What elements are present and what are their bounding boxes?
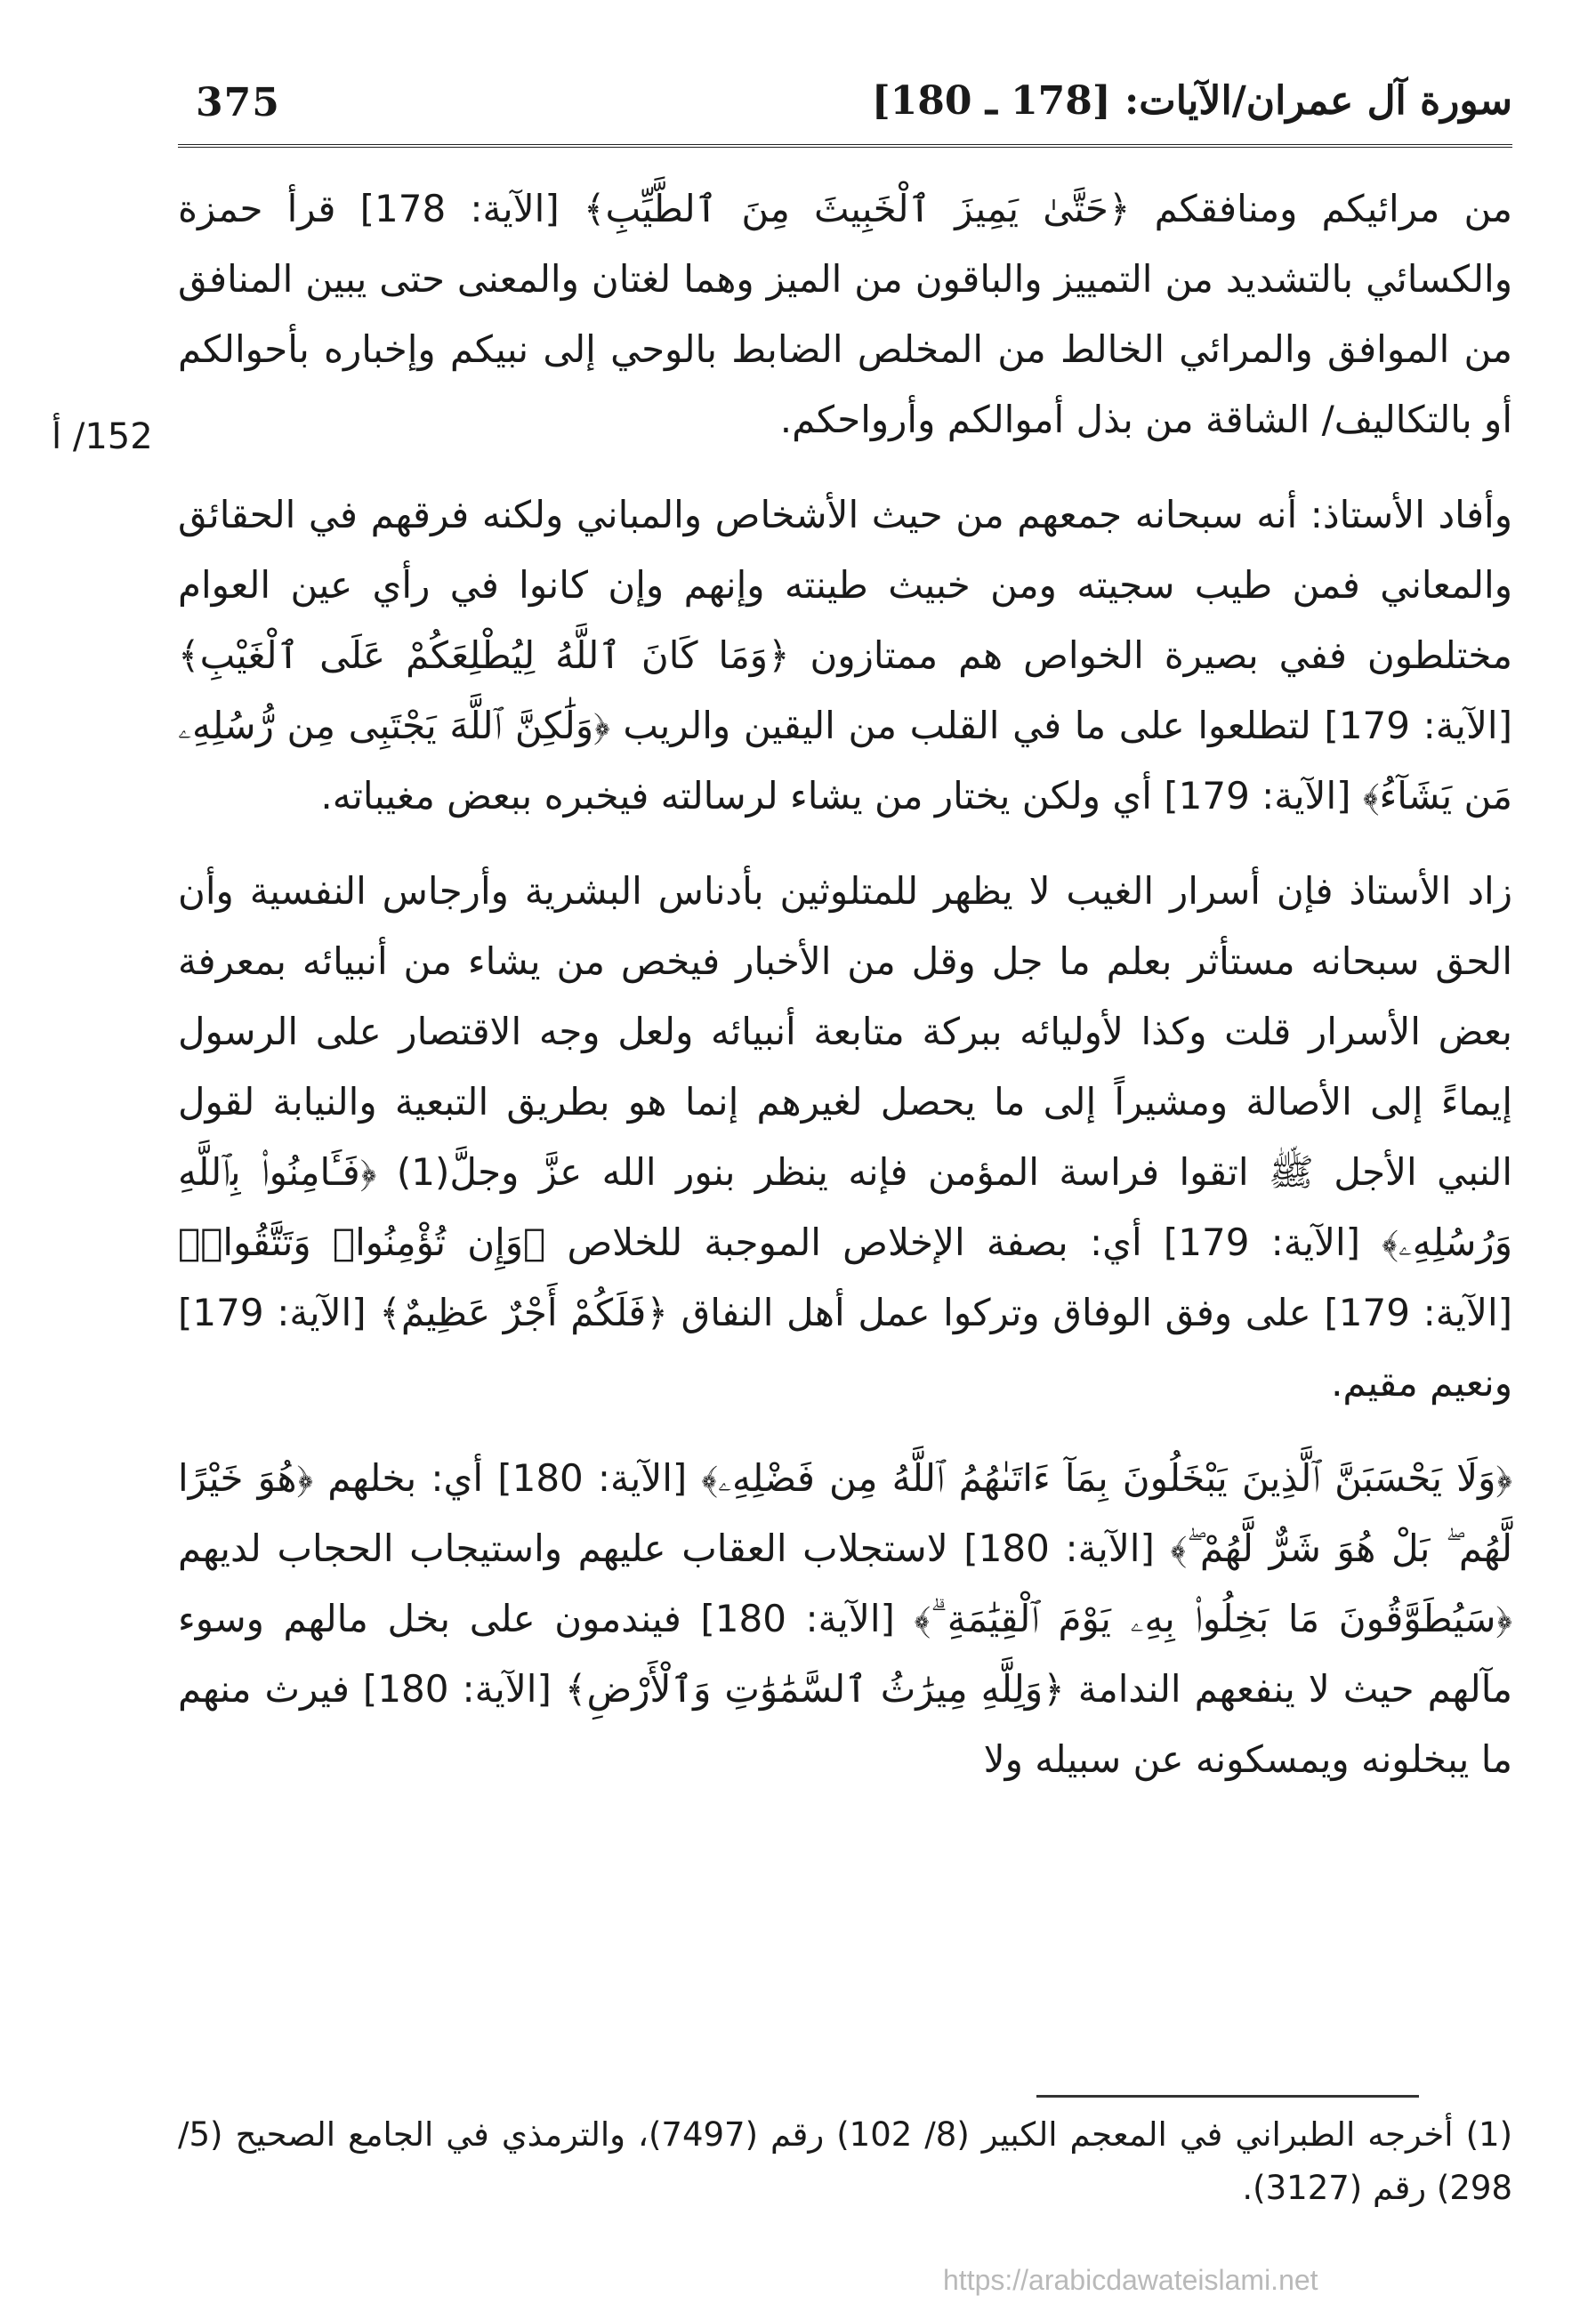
- main-text: [178, 173, 1512, 1794]
- paragraph: ﴿وَلَا يَحْسَبَنَّ ٱلَّذِينَ يَبْخَلُونَ بِمَآ ءَاتَىٰهُمُ ٱللَّهُ مِن فَضْلِهِۦ﴾ [الآية: 180] أي: بخلهم ﴿هُوَ خَيْرًا لَّهُم ۖ بَلْ هُوَ شَرٌّ لَّهُمْ ۖ﴾ [الآية: 180] لاستجلاب العقاب عليهم واستيجاب الحجاب لديهم ﴿سَيُطَوَّقُونَ مَا بَخِلُوا۟ بِهِۦ يَوْمَ ٱلْقِيَٰمَةِ ۗ﴾ [الآية: 180] فيندمون على بخل مالهم وسوء مآلهم حيث لا ينفعهم الندامة ﴿وَلِلَّهِ مِيرَٰثُ ٱلسَّمَٰوَٰتِ وَٱلْأَرْضِ﴾ [الآية: 180] فيرث منهم ما يبخلونه ويمسكونه عن سبيله ولا: [178, 1456, 1512, 1781]
- page-header: [178, 62, 1512, 160]
- page-number: 375: [196, 80, 280, 125]
- paragraph: من مرائيكم ومنافقكم ﴿حَتَّىٰ يَمِيزَ ٱلْخَبِيثَ مِنَ ٱلطَّيِّبِ﴾ [الآية: 178] قرأ حمزة والكسائي بالتشديد من التمييز والباقون من الميز وهما لغتان والمعنى حتى يبين المنافق من الموافق والمرائي الخالط من المخلص الضابط بالوحي إلى نبيكم وإخباره بأحوالكم أو بالتكاليف/ الشاقة من بذل أموالكم وأرواحكم.: [178, 187, 1512, 441]
- paragraph: وأفاد الأستاذ: أنه سبحانه جمعهم من حيث الأشخاص والمباني ولكنه فرقهم في الحقائق والمعاني فمن طيب سجيته ومن خبيث طينته وإنهم وإن كانوا في رأي عين العوام مختلطون ففي بصيرة الخواص هم ممتازون ﴿وَمَا كَانَ ٱللَّهُ لِيُطْلِعَكُمْ عَلَى ٱلْغَيْبِ﴾ [الآية: 179] لتطلعوا على ما في القلب من اليقين والريب ﴿وَلَٰكِنَّ ٱللَّهَ يَجْتَبِى مِن رُّسُلِهِۦ مَن يَشَآءُ﴾ [الآية: 179] أي ولكن يختار من يشاء لرسالته فيخبره ببعض مغيباته.: [178, 493, 1512, 818]
- paragraph: زاد الأستاذ فإن أسرار الغيب لا يظهر للمتلوثين بأدناس البشرية وأرجاس النفسية وأن الحق سبحانه مستأثر بعلم ما جل وقل من الأخبار فيخص من يشاء من أنبيائه بمعرفة بعض الأسرار قلت وكذا لأوليائه ببركة متابعة أنبيائه ولعل وجه الاقتصار على الرسول إيماءً إلى الأصالة ومشيراً إلى ما يحصل لغيرهم إنما هو بطريق التبعية والنيابة لقول النبي الأجل ﷺ اتقوا فراسة المؤمن فإنه ينظر بنور الله عزَّ وجلَّ(1) ﴿فَـَٔامِنُوا۟ بِٱللَّهِ وَرُسُلِهِۦ﴾ [الآية: 179] أي: بصفة الإخلاص الموجبة للخلاص ﴿وَإِن تُؤْمِنُوا۟ وَتَتَّقُوا۟﴾ [الآية: 179] على وفق الوفاق وتركوا عمل أهل النفاق ﴿فَلَكُمْ أَجْرٌ عَظِيمٌ﴾ [الآية: 179] ونعيم مقيم.: [178, 869, 1513, 1405]
- margin-folio-note: 152/ أ: [52, 416, 153, 457]
- watermark-url: https://arabicdawateislami.net: [943, 2264, 1318, 2296]
- footnote-rule: [1036, 2095, 1419, 2098]
- footnote: (1) أخرجه الطبراني في المعجم الكبير (8/ 102) رقم (7497)، والترمذي في الجامع الصحيح (5/ 298) رقم (3127).: [178, 2115, 1512, 2207]
- header-rule: [178, 144, 1512, 148]
- running-head: سورة آل عمران/الآيات: [178 ـ 180]: [871, 78, 1512, 124]
